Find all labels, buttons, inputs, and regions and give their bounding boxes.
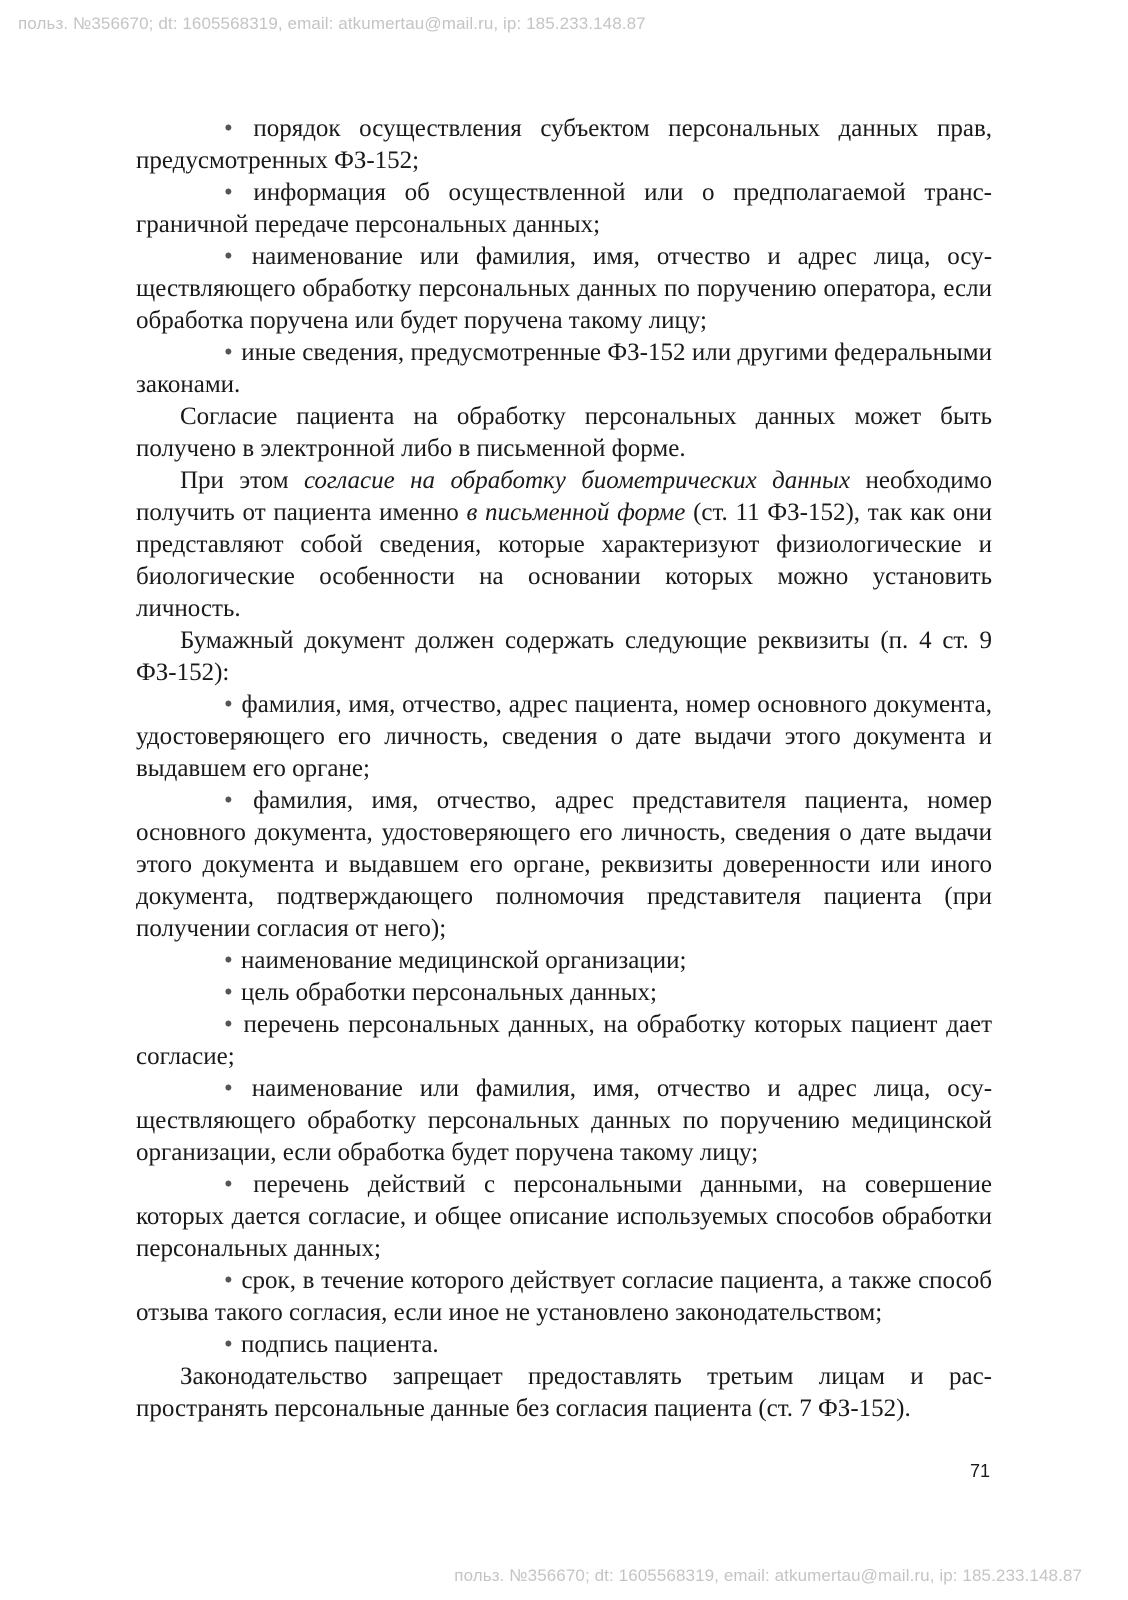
bullet-paragraph xyxy=(136,1329,992,1361)
bullet-paragraph xyxy=(136,977,992,1009)
paragraph-text: подпись пациента. xyxy=(241,1331,439,1358)
paragraph-text: Согласие пациента на обработку персональных данных может быть получено в электронной либо в письменной форме. xyxy=(136,403,992,462)
bullet-paragraph xyxy=(136,945,992,977)
paragraph-text: информация об осуществленной или о предполагаемой трансграничной передаче персональных данных; xyxy=(136,179,992,238)
bullet-paragraph xyxy=(136,241,992,337)
page-number: 71 xyxy=(969,1461,990,1481)
bullet-glyph: • xyxy=(224,691,233,718)
bullet-paragraph xyxy=(136,113,992,177)
paragraph-text: фамилия, имя, отчество, адрес представителя пациента, номер основного документа, удостоверяющего его личность, сведения о дате выдачи этого документа и выдавшем его органе, реквизиты доверенности или иного документа, подтверждающего полномочия представителя пациента (при получении согласия от него); xyxy=(136,787,992,942)
body-paragraph xyxy=(136,401,992,465)
paragraph-text: порядок осуществления субъектом персональных данных прав, предусмотренных ФЗ-152; xyxy=(136,115,992,174)
paragraph-text: Бумажный документ должен содержать следующие реквизиты (п. 4 ст. 9 ФЗ-152): xyxy=(136,627,992,686)
bullet-paragraph xyxy=(136,1265,992,1329)
page-body xyxy=(136,113,992,1425)
paragraph-text-part: необходимо получить от пациента именно xyxy=(136,467,992,526)
paragraph-text: перечень персональных данных, на обработку которых пациент дает согласие; xyxy=(136,1011,992,1070)
bullet-paragraph xyxy=(136,1009,992,1073)
watermark-bottom: польз. №356670; dt: 1605568319, email: atkumertau@mail.ru, ip: 185.233.148.87 xyxy=(454,1566,1082,1585)
bullet-glyph: • xyxy=(224,1267,233,1294)
bullet-glyph: • xyxy=(224,1011,233,1038)
body-paragraph xyxy=(136,465,992,625)
bullet-glyph: • xyxy=(224,115,233,142)
paragraph-text: иные сведения, предусмотренные ФЗ-152 или другими федеральными законами. xyxy=(136,339,992,398)
paragraph-text: фамилия, имя, отчество, адрес пациента, номер основного документа, удостоверяющего его личность, сведения о дате выдачи этого документа и выдавшем его органе; xyxy=(136,691,993,782)
bullet-glyph: • xyxy=(224,339,233,366)
bullet-glyph: • xyxy=(224,1171,233,1198)
paragraph-text: Законодательство запрещает предоставлять третьим лицам и распространять персональные данные без согласия пациента (ст. 7 ФЗ-152). xyxy=(136,1363,992,1422)
italic-phrase: согласие на обработку биометрических данных xyxy=(303,467,851,494)
bullet-paragraph xyxy=(136,1169,992,1265)
bullet-glyph: • xyxy=(224,243,233,270)
bullet-paragraph xyxy=(136,689,992,785)
bullet-paragraph xyxy=(136,1073,992,1169)
paragraph-text: цель обработки персональных данных; xyxy=(241,979,657,1006)
paragraph-text-part: (ст. 11 ФЗ-152), так как они представляют собой сведения, которые характеризуют физиологические и биологические особенности на основании которых можно установить личность. xyxy=(136,499,992,622)
bullet-glyph: • xyxy=(224,1075,233,1102)
paragraph-text: наименование медицинской организации; xyxy=(241,947,687,974)
paragraph-text: наименование или фамилия, имя, отчество и адрес лица, осуществляющего обработку персональных данных по поручению медицинской организации, если обработка будет поручена такому лицу; xyxy=(136,1075,993,1166)
bullet-glyph: • xyxy=(224,179,233,206)
watermark-top: польз. №356670; dt: 1605568319, email: atkumertau@mail.ru, ip: 185.233.148.87 xyxy=(18,14,646,33)
bullet-paragraph xyxy=(136,785,992,945)
paragraph-text: перечень действий с персональными данными, на совершение которых дается согласие, и общее описание используемых способов обработки персональных данных; xyxy=(136,1171,992,1262)
paragraph-text: срок, в течение которого действует согласие пациента, а также способ отзыва такого согласия, если иное не установлено законодательством; xyxy=(136,1267,992,1326)
bullet-glyph: • xyxy=(224,1331,233,1358)
paragraph-text-part: При этом xyxy=(180,467,304,494)
bullet-glyph: • xyxy=(224,787,233,814)
body-paragraph xyxy=(136,625,992,689)
bullet-paragraph xyxy=(136,337,992,401)
bullet-glyph: • xyxy=(224,979,233,1006)
bullet-paragraph xyxy=(136,177,992,241)
paragraph-text: наименование или фамилия, имя, отчество и адрес лица, осуществляющего обработку персональных данных по поручению оператора, если обработка поручена или будет поручена такому лицу; xyxy=(136,243,993,334)
italic-phrase: в письменной форме xyxy=(466,499,686,526)
body-paragraph xyxy=(136,1361,992,1425)
bullet-glyph: • xyxy=(224,947,233,974)
